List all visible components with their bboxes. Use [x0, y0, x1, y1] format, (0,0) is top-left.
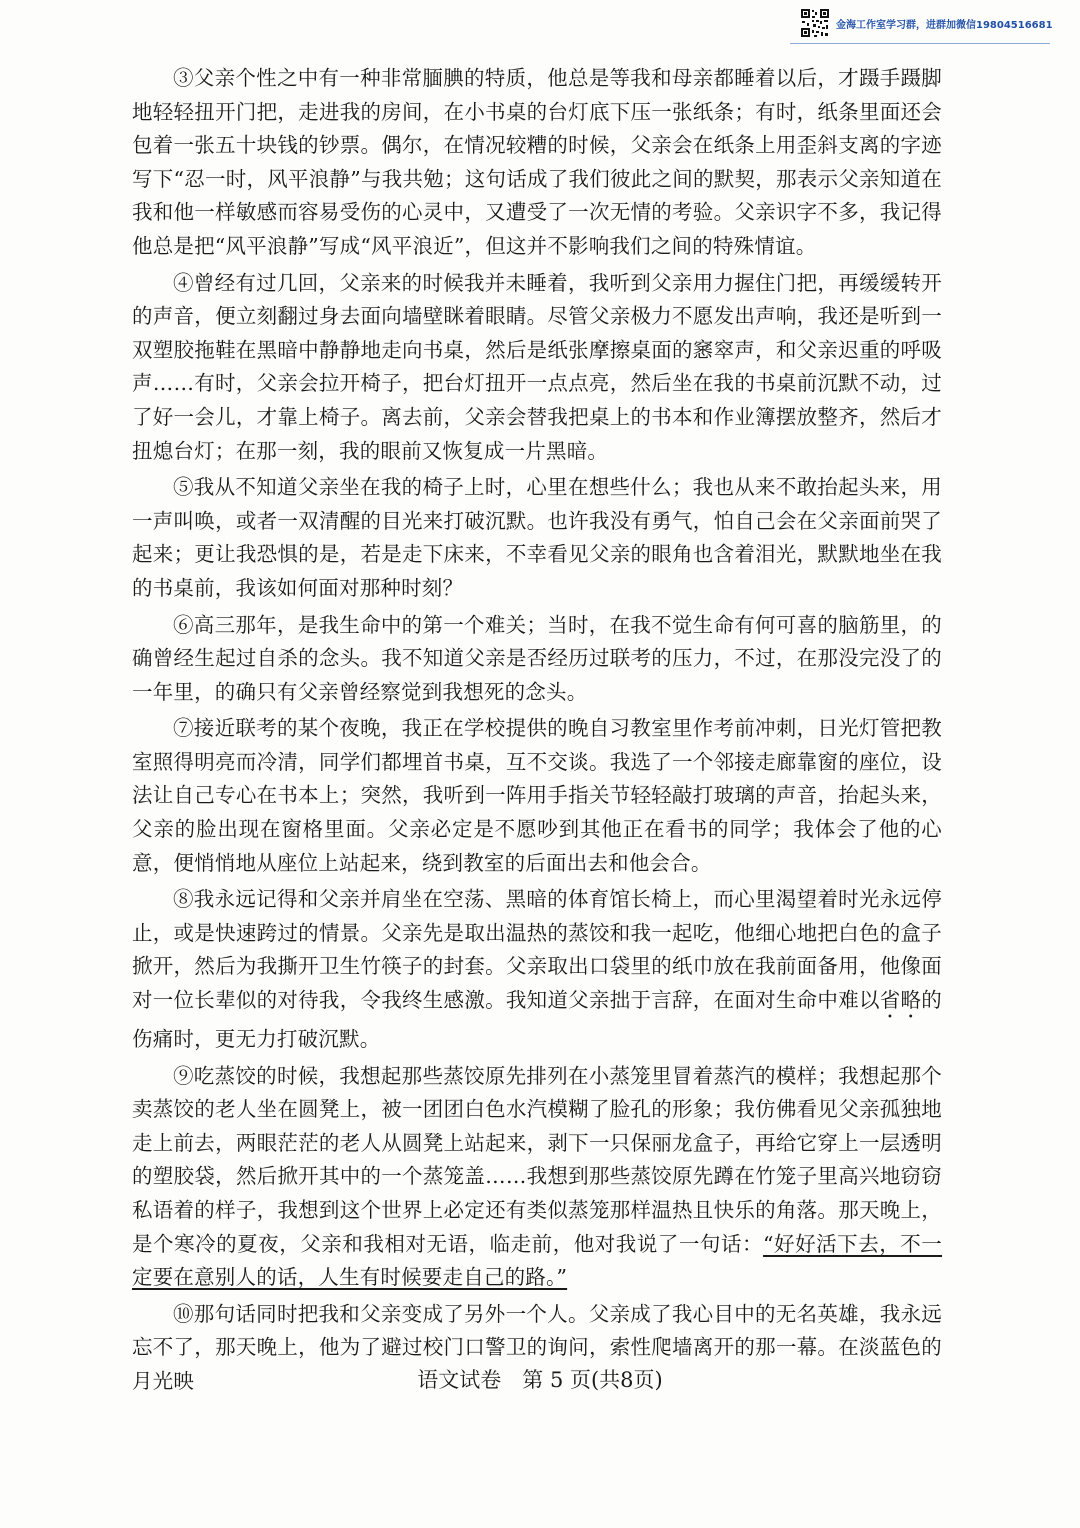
paragraph-text: 曾经有过几回，父亲来的时候我并未睡着，我听到父亲用力握住门把，再缓缓转开的声音，便立刻翻过身去面向墙壁眯着眼睛。尽管父亲极力不愿发出声响，我还是听到一双塑胶拖鞋在黑暗中静静地走向书桌，然后是纸张摩擦桌面的窸窣声，和父亲迟重的呼吸声……有时，父亲会拉开椅子，把台灯扭开一点点亮，然后坐在我的书桌前沉默不动，过了好一会儿，才靠上椅子。离去前，父亲会替我把桌上的书本和作业簿摆放整齐，然后才扭熄台灯；在那一刻，我的眼前又恢复成一片黑暗。: [132, 270, 943, 463]
paragraph-9: [132, 1060, 942, 1295]
paragraph-8: [132, 883, 942, 1056]
emphasized-word: 省略: [879, 988, 922, 1013]
paragraph-number: ③: [173, 66, 194, 90]
header-divider: [790, 43, 1050, 44]
paragraph-6: [132, 609, 942, 710]
paragraph-text: 高三那年，是我生命中的第一个难关；当时，在我不觉生命有何可喜的脑筋里，的确曾经生起过自杀的念头。我不知道父亲是否经历过联考的压力，不过，在那没完没了的一年里，的确只有父亲曾经察觉到我想死的念头。: [132, 612, 943, 704]
paragraph-number: ⑧: [173, 887, 194, 912]
paragraph-number: ⑥: [173, 612, 194, 637]
contact-text: 金海工作室学习群，进群加微信19804516681: [836, 19, 1053, 31]
paragraph-text: 接近联考的某个夜晚，我正在学校提供的晚自习教室里作考前冲刺，日光灯管把教室照得明亮而冷清，同学们都埋首书桌，互不交谈。我选了一个邻接走廊靠窗的座位，设法让自己专心在书本上；突然，我听到一阵用手指关节轻轻敲打玻璃的声音，抬起头来，父亲的脸出现在窗格里面。父亲必定是不愿吵到其他正在看书的同学；我体会了他的心意，便悄悄地从座位上站起来，绕到教室的后面出去和他会合。: [132, 716, 943, 875]
paragraph-5: [132, 471, 942, 605]
paragraph-7: [132, 712, 942, 880]
paragraph-number: ⑨: [173, 1063, 194, 1088]
paragraph-3: [132, 62, 942, 264]
page-header: [800, 6, 1060, 40]
page-footer: 语文试卷 第 5 页(共8页): [417, 1368, 663, 1392]
paragraph-text: 吃蒸饺的时候，我想起那些蒸饺原先排列在小蒸笼里冒着蒸汽的模样；我想起那个卖蒸饺的老人坐在圆凳上，被一团团白色水汽模糊了脸孔的形象；我仿佛看见父亲孤独地走上前去，两眼茫茫的老人从圆凳上站起来，剥下一只保丽龙盒子，再给它穿上一层透明的塑胶袋，然后掀开其中的一个蒸笼盖……我想到那些蒸饺原先蹲在竹笼子里高兴地窃窃私语着的样子，我想到这个世界上必定还有类似蒸笼那样温热且快乐的角落。那天晚上，是个寒冷的夏夜，父亲和我相对无语，临走前，他对我说了一句话：: [132, 1063, 943, 1256]
paragraph-text: 那句话同时把我和父亲变成了另外一个人。父亲成了我心目中的无名英雄，我永远忘不了，那天晚上，他为了避过校门口警卫的询问，索性爬墙离开的那一幕。在淡蓝色的月光映: [132, 1301, 943, 1393]
paragraph-text: 我从不知道父亲坐在我的椅子上时，心里在想些什么；我也从来不敢抬起头来，用一声叫唤，或者一双清醒的目光来打破沉默。也许我没有勇气，怕自己会在父亲面前哭了起来；更让我恐惧的是，若是走下床来，不幸看见父亲的眼角也含着泪光，默默地坐在我的书桌前，我该如何面对那种时刻？: [132, 475, 943, 600]
paragraph-text: 我永远记得和父亲并肩坐在空荡、黑暗的体育馆长椅上，而心里渴望着时光永远停止，或是快速跨过的情景。父亲先是取出温热的蒸饺和我一起吃，他细心地把白色的盒子掀开，然后为我撕开卫生竹筷子的封套。父亲取出口袋里的纸巾放在我前面备用，他像面对一位长辈似的对待我，令我终生感激。我知道父亲拙于言辞，在面对生命中难以: [132, 887, 943, 1013]
qr-code-icon: [800, 8, 830, 38]
paragraph-text-end: 的伤痛时，更无力打破沉默。: [132, 988, 942, 1052]
paragraph-number: ④: [173, 270, 194, 295]
paragraph-4: [132, 267, 942, 469]
paragraph-number: ⑩: [173, 1301, 194, 1326]
passage-body: [132, 62, 942, 1402]
paragraph-number: ⑤: [173, 475, 194, 500]
underlined-quote: “好好活下去，不一定要在意别人的话，人生有时候要走自己的路。”: [132, 1231, 943, 1290]
paragraph-number: ⑦: [173, 716, 194, 741]
paragraph-text: 父亲个性之中有一种非常腼腆的特质，他总是等我和母亲都睡着以后，才蹑手蹑脚地轻轻扭开门把，走进我的房间，在小书桌的台灯底下压一张纸条；有时，纸条里面还会包着一张五十块钱的钞票。偶尔，在情况较糟的时候，父亲会在纸条上用歪斜支离的字迹写下“忍一时，风平浪静”与我共勉；这句话成了我们彼此之间的默契，那表示父亲知道在我和他一样敏感而容易受伤的心灵中，又遭受了一次无情的考验。父亲识字不多，我记得他总是把“风平浪静”写成“风平浪近”，但这并不影响我们之间的特殊情谊。: [132, 66, 943, 258]
